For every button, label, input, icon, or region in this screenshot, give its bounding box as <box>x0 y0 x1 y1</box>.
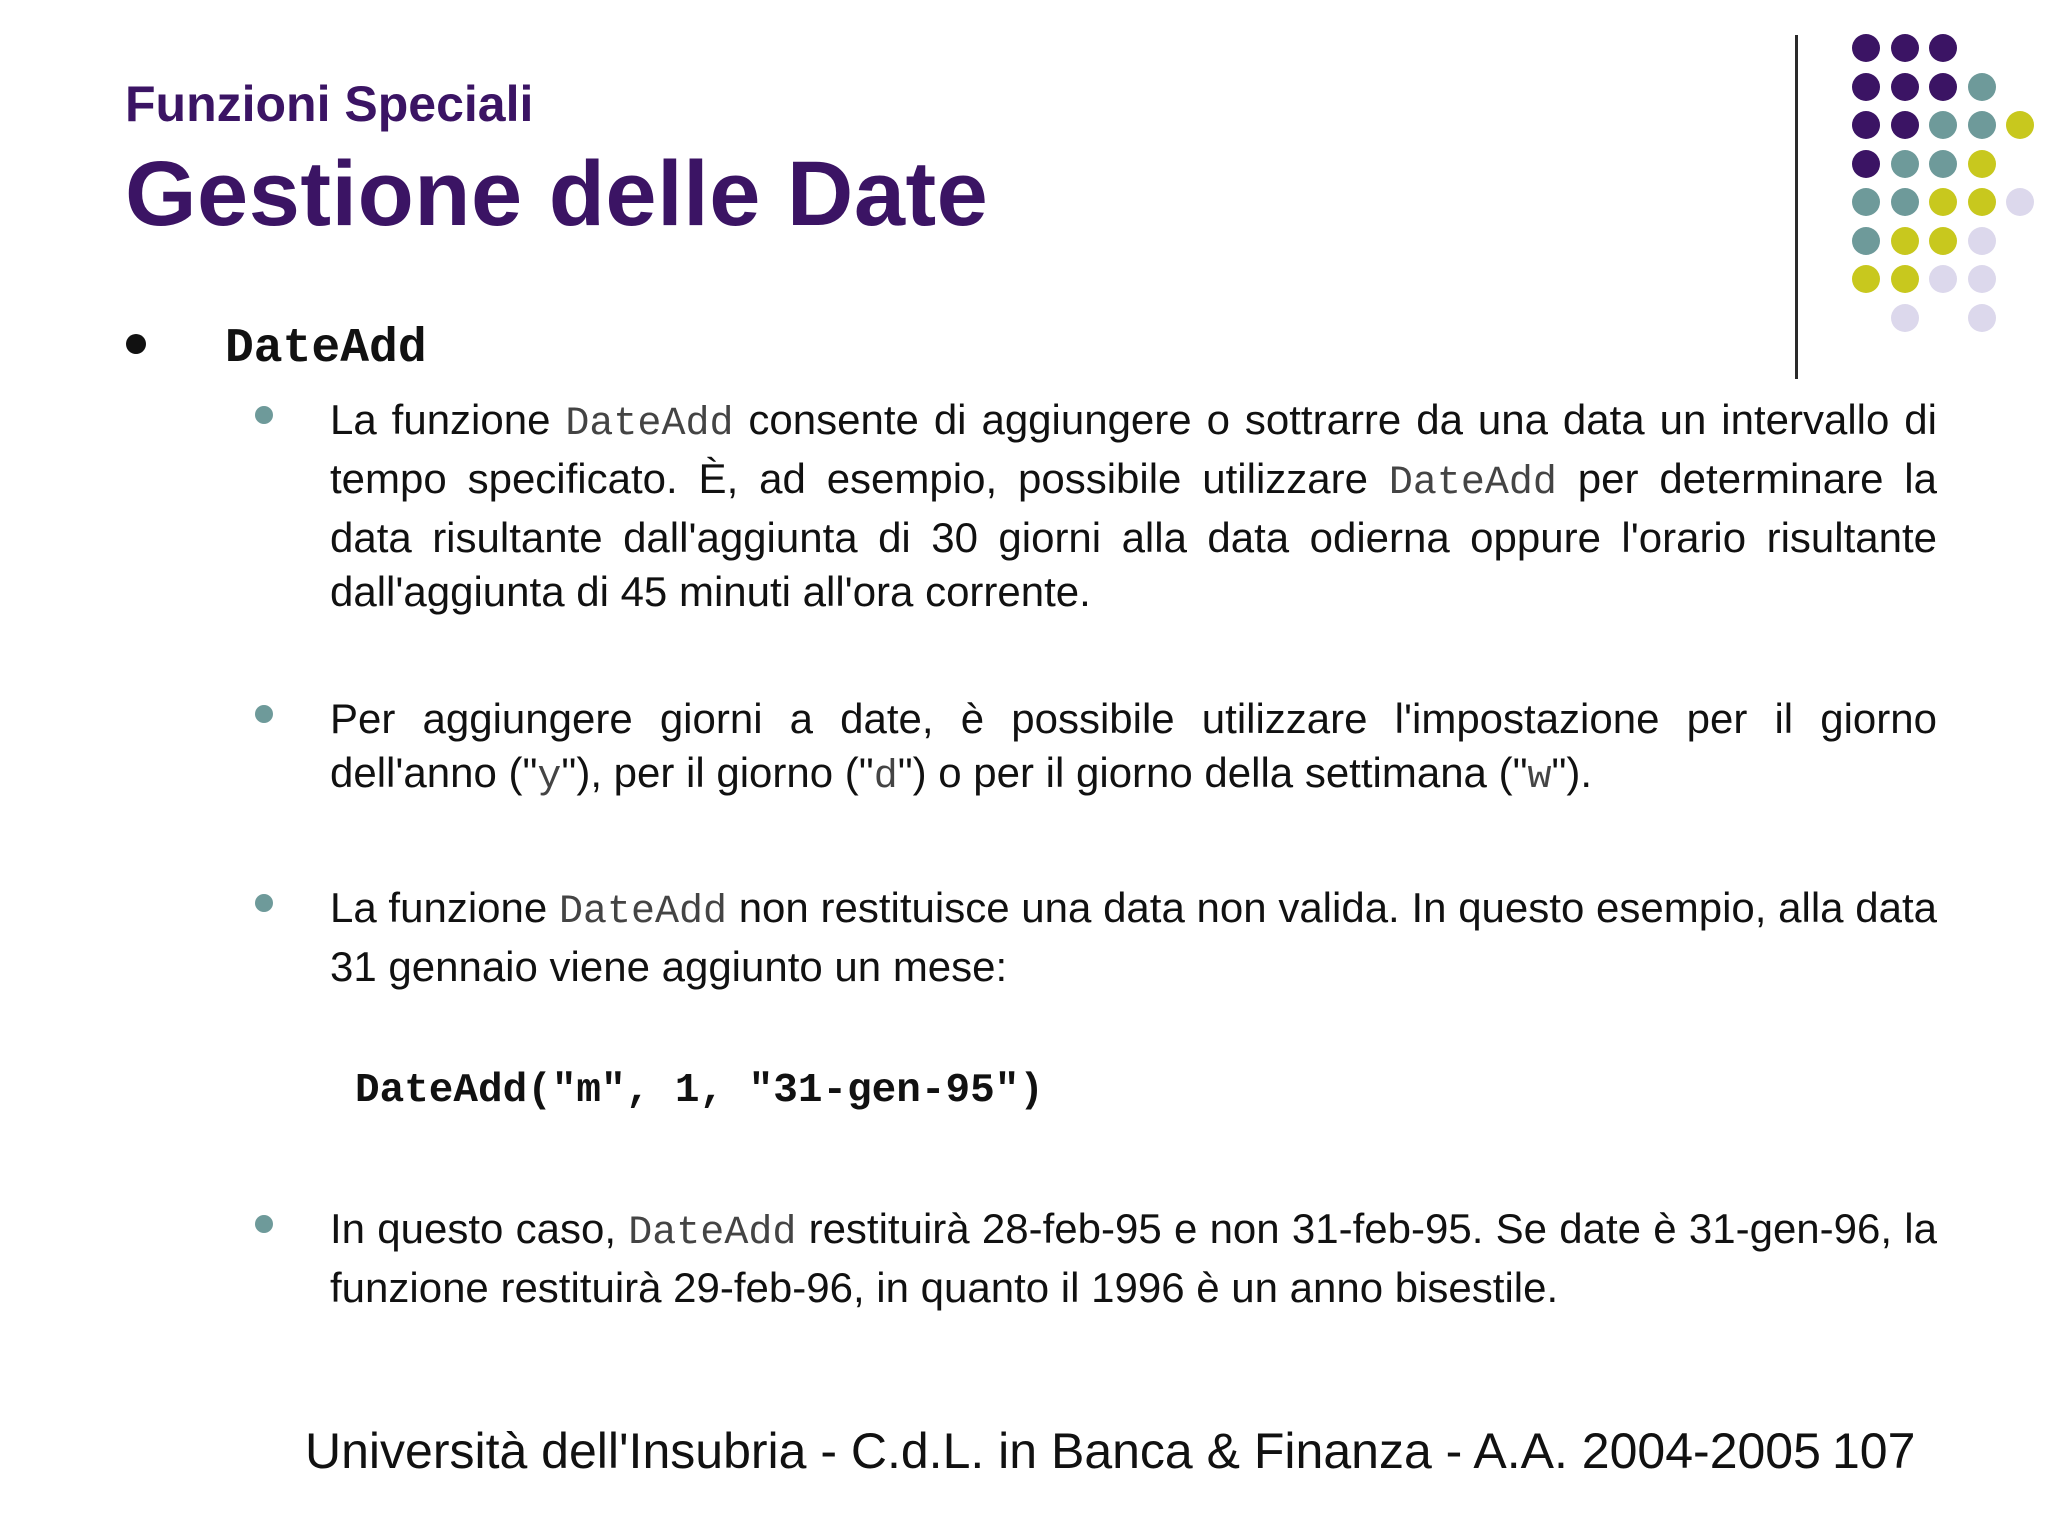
decorative-dot <box>1968 73 1996 101</box>
text-span: "), per il giorno (" <box>561 749 874 796</box>
code-term: DateAdd <box>565 402 734 447</box>
code-term: w <box>1527 755 1552 800</box>
decorative-dot <box>1852 227 1880 255</box>
sub-bullet-icon <box>255 705 273 723</box>
page-number: 107 <box>1832 1423 1916 1479</box>
sub-bullet-icon <box>255 894 273 912</box>
section-heading: DateAdd <box>225 322 427 376</box>
decorative-dot <box>1891 34 1919 62</box>
decorative-dot <box>1929 188 1957 216</box>
paragraph-1 <box>330 393 1937 619</box>
decorative-dot <box>1929 73 1957 101</box>
decorative-dot <box>1852 265 1880 293</box>
decorative-dot <box>1968 150 1996 178</box>
code-term: DateAdd <box>1388 461 1557 506</box>
sub-bullet-icon <box>255 1215 273 1233</box>
text-span: Per aggiungere giorni a date, è possibile utilizzare l'impostazione per il giorno dell'anno (" <box>330 695 1937 796</box>
decorative-dot <box>1891 265 1919 293</box>
decorative-dot <box>1852 111 1880 139</box>
paragraph-2 <box>330 692 1937 805</box>
text-span: ") o per il giorno della settimana (" <box>897 749 1528 796</box>
decorative-dot-grid <box>0 0 2048 360</box>
decorative-dot <box>1891 304 1919 332</box>
decorative-dot <box>1968 227 1996 255</box>
paragraph-4 <box>330 1202 1937 1315</box>
text-span: per determinare la data risultante dall'aggiunta di 30 giorni alla data odierna oppure l'orario risultante dall'aggiunta di 45 minuti all'ora corrente. <box>330 455 1937 615</box>
text-span: "). <box>1551 749 1593 796</box>
text-span: consente di aggiungere o sottrarre da una data un intervallo di tempo specificato. È, ad esempio, possibile utilizzare <box>330 396 1937 502</box>
decorative-dot <box>2006 111 2034 139</box>
decorative-dot <box>1929 150 1957 178</box>
sub-bullet-icon <box>255 406 273 424</box>
footer-text: Università dell'Insubria - C.d.L. in Banca & Finanza - A.A. 2004-2005 <box>305 1423 1821 1479</box>
text-span: In questo caso, <box>330 1205 629 1252</box>
code-term: DateAdd <box>628 1211 797 1256</box>
code-term: y <box>537 755 562 800</box>
bullet-icon <box>126 334 146 354</box>
text-span: non restituisce una data non valida. In questo esempio, alla data 31 gennaio viene aggiunto un mese: <box>330 884 1937 990</box>
paragraph-3 <box>330 881 1937 994</box>
decorative-dot <box>1891 188 1919 216</box>
decorative-dot <box>1968 188 1996 216</box>
decorative-dot <box>1929 227 1957 255</box>
decorative-dot <box>1929 34 1957 62</box>
slide-subtitle: Funzioni Speciali <box>125 76 534 132</box>
decorative-dot <box>1968 304 1996 332</box>
slide-title: Gestione delle Date <box>125 143 989 245</box>
code-term: DateAdd <box>558 890 727 935</box>
decorative-dot <box>1929 265 1957 293</box>
decorative-dot <box>1891 227 1919 255</box>
code-example: DateAdd("m", 1, "31-gen-95") <box>355 1068 1044 1114</box>
decorative-dot <box>1968 265 1996 293</box>
decorative-dot <box>1891 73 1919 101</box>
decorative-dot <box>2006 188 2034 216</box>
text-span: La funzione <box>330 884 559 931</box>
decorative-dot <box>1852 188 1880 216</box>
decorative-dot <box>1968 111 1996 139</box>
decorative-dot <box>1929 111 1957 139</box>
text-span: restituirà 28-feb-95 e non 31-feb-95. Se date è 31-gen-96, la funzione restituirà 29-feb-96, in quanto il 1996 è un anno bisestile. <box>330 1205 1937 1311</box>
text-span: La funzione <box>330 396 566 443</box>
decorative-dot <box>1852 73 1880 101</box>
code-term: d <box>873 755 898 800</box>
decorative-dot <box>1891 111 1919 139</box>
decorative-dot <box>1852 34 1880 62</box>
decorative-dot <box>1852 150 1880 178</box>
decorative-dot <box>1891 150 1919 178</box>
